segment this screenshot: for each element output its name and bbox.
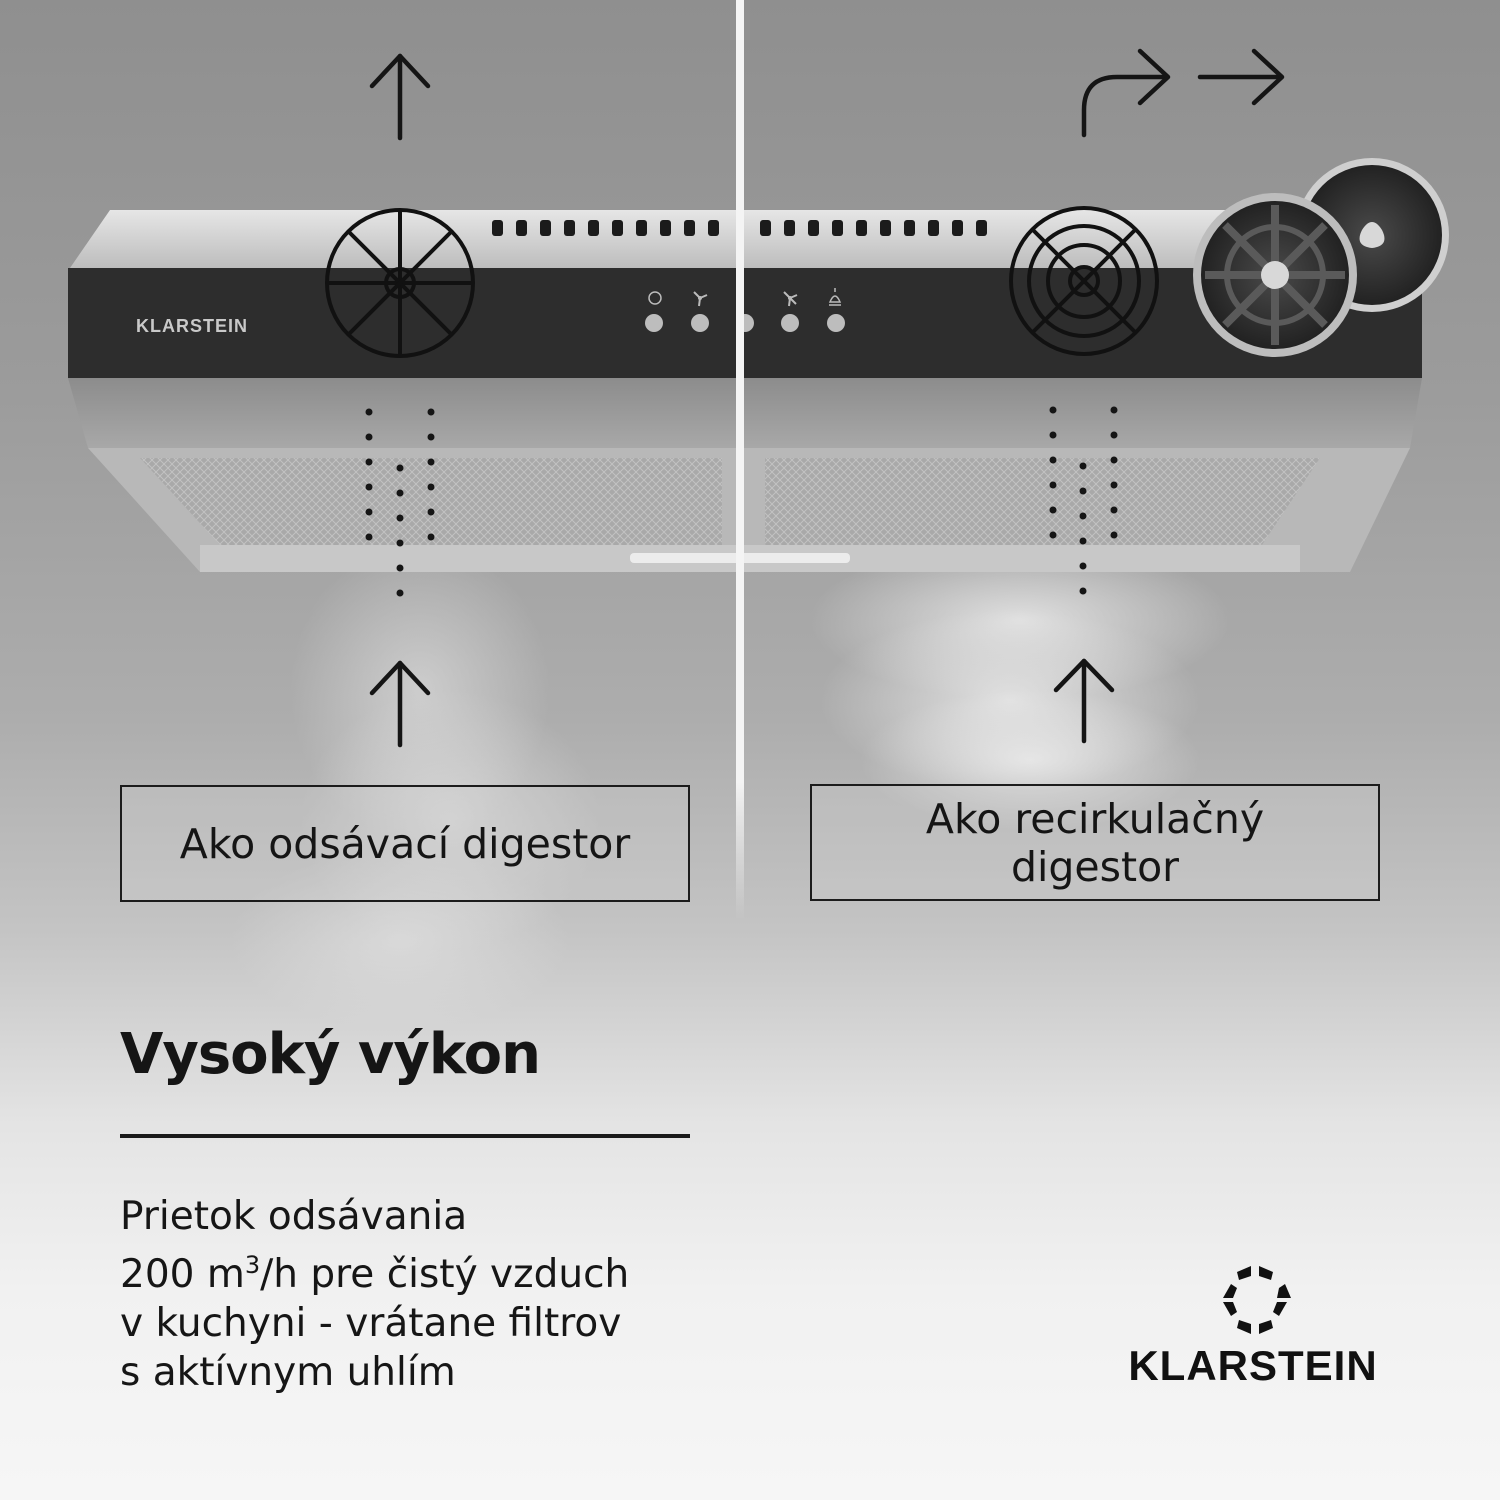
description-line-3: v kuchyni - vrátane filtrov [120,1301,622,1346]
extraction-mode-text: Ako odsávací digestor [179,819,631,868]
description-line-1: Prietok odsávania [120,1194,468,1239]
recirculation-mode-text: Ako recirkulačný digestor [925,794,1265,891]
split-divider [736,0,744,920]
airflow-value: 200 m [120,1252,245,1297]
arrow-up-icon [372,56,428,138]
airflow-unit-rest: /h pre čistý vzduch [260,1252,630,1297]
description-line-4: s aktívnym uhlím [120,1350,456,1395]
klarstein-diamond-icon [1120,1262,1390,1342]
unit-superscript: 3 [244,1251,261,1279]
headline-divider [120,1134,690,1138]
klarstein-logo [1120,1262,1390,1392]
description [120,1192,720,1397]
extraction-mode-label [120,785,690,902]
logo-wordmark: KLARSTEIN [1128,1342,1378,1389]
arrow-right-icon [1200,51,1282,103]
arrow-curve-right-icon [1084,51,1168,135]
headline: Vysoký výkon [120,1022,540,1087]
hood-brand-label: KLARSTEIN [136,316,248,336]
recirculation-mode-label [810,784,1380,901]
description-line-2 [120,1241,720,1299]
fan-icon [327,210,473,356]
carbon-filter-icon [1193,193,1357,357]
